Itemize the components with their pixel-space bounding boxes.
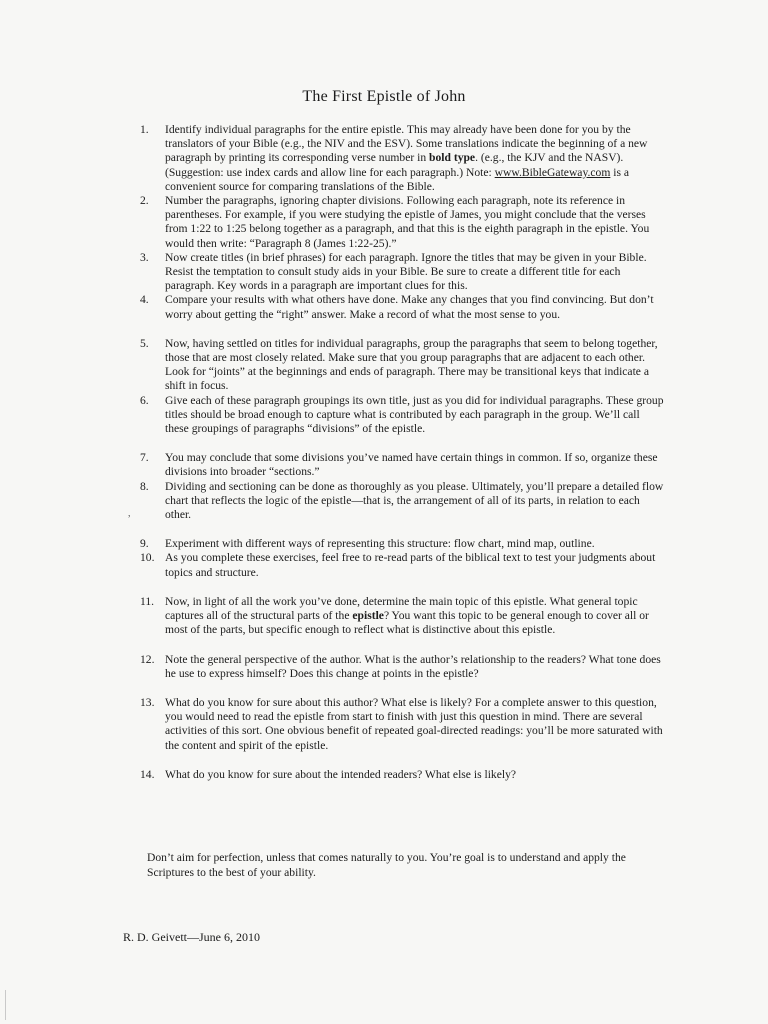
text-run: Experiment with different ways of representing this structure: flow chart, mind map, outline. [165,537,595,551]
text-run: Now, in light of all the work you’ve done, determine the main topic of this epistle. What general topic captures all of the structural parts of the [165,594,638,623]
item-number: 8. [140,479,149,493]
item-number: 4. [140,293,149,307]
text-run: Now, having settled on titles for individual paragraphs, group the paragraphs that seem to belong together, those that are most closely related. Make sure that you group paragraphs that are adjacent to each other. Look for “joints” at the beginnings and ends of paragraph. There may be transitional keys that indicate a shift in focus. [165,336,658,393]
list-item [140,293,665,321]
list-item [140,537,665,551]
closing-paragraph: Don’t aim for perfection, unless that comes naturally to you. You’re goal is to understand and apply the Scriptures to the best of your ability. [147,851,626,879]
biblegateway-link[interactable]: www.BibleGateway.com [494,165,611,179]
scan-edge-mark [5,990,6,1020]
item-number: 5. [140,336,149,350]
item-text [165,293,665,321]
section-gap [140,522,665,537]
item-text [165,194,665,251]
list-item [140,451,665,479]
item-text [165,653,665,681]
item-number: 11. [140,594,155,608]
item-number: 14. [140,767,155,781]
item-number: 3. [140,250,149,264]
list-item [140,696,665,753]
item-number: 13. [140,695,155,709]
list-item [140,480,665,523]
item-text [165,551,665,579]
list-item [140,595,665,638]
text-run: . (e.g., the KJV and the NASV). (Suggestion: use index cards and allow line for each paragraph.) Note: [165,151,624,179]
item-text [165,537,665,551]
item-number: 1. [140,123,149,136]
section-gap [140,681,665,696]
section-gap [140,638,665,653]
author-signature-line: R. D. Geivett—June 6, 2010 [123,930,260,944]
item-text [165,337,665,394]
item-text [165,451,665,479]
text-run: Number the paragraphs, ignoring chapter divisions. Following each paragraph, note its reference in parentheses. For example, if you were studying the epistle of James, you might conclude that the verses from 1:22 to 1:25 belong together as a paragraph, and that this is the eighth paragraph in the epistle. You would then write: “Paragraph 8 (James 1:22-25).” [165,194,650,250]
item-number: 2. [140,194,149,208]
list-item [140,768,665,782]
text-run: As you complete these exercises, feel free to re-read parts of the biblical text to test your judgments about topics and structure. [165,551,656,579]
item-text [165,768,665,782]
text-run: Give each of these paragraph groupings its own title, just as you did for individual paragraphs. These group titles should be broad enough to capture what is contributed by each paragraph in the group. We’ll call these groupings of paragraphs “divisions” of the epistle. [165,393,664,436]
item-text [165,123,665,194]
text-run: is a convenient source for comparing translations of the Bible. [165,165,630,193]
list-item [140,337,665,394]
section-gap [140,753,665,768]
section-gap [140,322,665,337]
item-number: 7. [140,451,149,465]
text-run: Dividing and sectioning can be done as thoroughly as you please. Ultimately, you’ll prepare a detailed flow chart that reflects the logic of the epistle—that is, the arrangement of all of its parts, in relation to each other. [165,479,664,522]
bold-text: bold type [429,151,476,165]
item-text [165,595,665,638]
text-run: Note the general perspective of the author. What is the author’s relationship to the readers? What tone does he use to express himself? Does this change at points in the epistle? [165,652,661,680]
text-run: What do you know for sure about the intended readers? What else is likely? [165,767,517,781]
list-item [140,551,665,579]
text-run: Identify individual paragraphs for the entire epistle. This may already have been done for you by the translators of your Bible (e.g., the NIV and the ESV). Some translations indicate the beginning of a new paragraph by printing its corresponding verse number in [165,123,648,165]
text-run: What do you know for sure about this author? What else is likely? For a complete answer to this question, you would need to read the epistle from start to finish with just this question in mind. There are several activities of this sort. One obvious benefit of repeated goal-directed readings: you’ll be more saturated with the content and spirit of the epistle. [165,695,663,752]
list-item [140,251,665,294]
section-gap [140,436,665,451]
text-run: Now create titles (in brief phrases) for each paragraph. Ignore the titles that may be given in your Bible. Resist the temptation to consult study aids in your Bible. Be sure to create a different title for each paragraph. Key words in a paragraph are important clues for this. [165,250,647,293]
instruction-list [140,123,665,782]
list-item [140,123,665,194]
section-gap [140,580,665,595]
item-number: 9. [140,537,149,551]
item-text [165,480,665,523]
text-run: You may conclude that some divisions you’ve named have certain things in common. If so, organize these divisions into broader “sections.” [165,451,658,479]
item-number: 12. [140,652,155,666]
list-item [140,194,665,251]
item-number: 6. [140,393,149,407]
item-text [165,251,665,294]
document-title: The First Epistle of John [302,88,466,105]
stray-mark: , [128,508,131,519]
item-text [165,696,665,753]
item-text [165,394,665,437]
bold-text: epistle [352,609,384,623]
list-item [140,394,665,437]
text-run: ? You want this topic to be general enough to cover all or most of the parts, but specific enough to reflect what is distinctive about this epistle. [165,609,649,637]
item-number: 10. [140,551,155,565]
text-run: Compare your results with what others have done. Make any changes that you find convincing. But don’t worry about getting the “right” answer. Make a record of what the most sense to you. [165,293,654,321]
list-item [140,653,665,681]
